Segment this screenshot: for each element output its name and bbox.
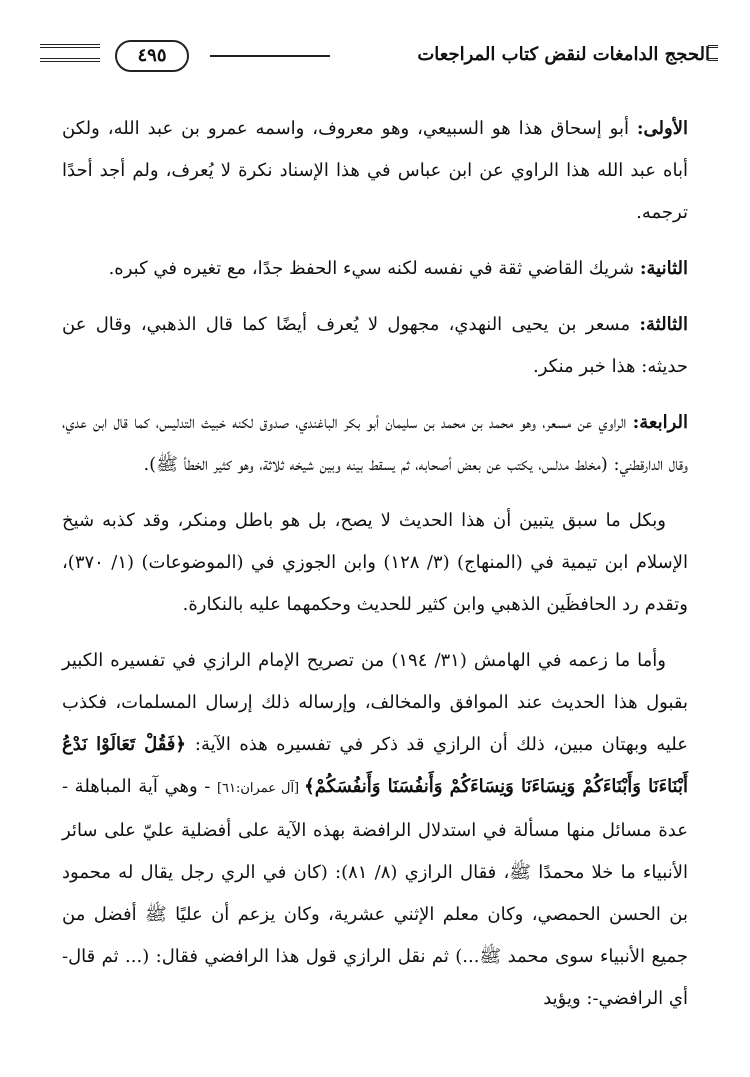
quran-reference: [آل عمران:٦١] [216,781,305,796]
paragraph-lead: الثانية: [639,258,688,279]
paragraph-fourth [62,402,688,486]
paragraph-second [62,248,688,290]
page-number: ٤٩٥ [115,40,189,72]
paragraph-text: أبو إسحاق هذا هو السبيعي، وهو معروف، واسمه عمرو بن عبد الله، ولكن أباه عبد الله هذا الراوي عن ابن عباس في هذا الإسناد نكرة لا يُعرف، ولم أجد أحدًا ترجمه. [62,118,688,223]
paragraph-text: مسعر بن يحيى النهدي، مجهول لا يُعرف أيضًا كما قال الذهبي، وقال عن حديثه: هذا خبر منكر. [62,314,688,377]
paragraph-third [62,304,688,388]
paragraph-lead: الثالثة: [639,314,688,335]
paragraph-text: شريك القاضي ثقة في نفسه لكنه سيء الحفظ جدًا، مع تغيره في كبره. [108,258,640,279]
header-rule [210,55,330,57]
paragraph-text: وأما ما زعمه في الهامش (٣١/ ١٩٤) من تصريح الإمام الرازي في تفسيره الكبير بقبول هذا الحديث عند الموافق والمخالف، وإرساله ذلك إرسال المسلمات، فكذب عليه وبهتان مبين، ذلك أن الرازي قد ذكر في تفسيره هذه الآية: [62,650,688,755]
page-header [40,38,710,78]
paragraph-lead: الأولى: [636,118,688,139]
paragraph-conclusion [62,500,688,626]
paragraph-first [62,108,688,234]
header-ornament-left [40,44,100,62]
paragraph-text: وبكل ما سبق يتبين أن هذا الحديث لا يصح، بل هو باطل ومنكر، وقد كذبه شيخ الإسلام ابن تيمية في (المنهاج) (٣/ ١٢٨) وابن الجوزي في (الموضوعات) (١/ ٣٧٠)، وتقدم رد الحافظَين الذهبي وابن كثير للحديث وحكمهما عليه بالنكارة. [62,510,688,615]
paragraph-lead: الرابعة: [632,412,688,433]
running-title: الحجج الدامغات لنقض كتاب المراجعات [417,44,710,65]
paragraph-razi [62,640,688,1020]
paragraph-tail: - وهي آية المباهلة - عدة مسائل منها مسألة في استدلال الرافضة بهذه الآية على أفضلية عليّ على سائر الأنبياء ما خلا محمدًا ﷺ، فقال الرازي (٨/ ٨١): (كان في الري رجل يقال له محمود بن الحسن الحمصي، وكان معلم الإثني عشرية، وكان يزعم أن عليًا ﷺ أفضل من جميع الأنبياء سوى محمد ﷺ...) ثم نقل الرازي قول هذا الرافضي فقال: (... ثم قال- أي الرافضي-: ويؤيد [62,776,688,1009]
page-body [62,108,688,1034]
quran-quote: ﴿فَقُلْ تَعَالَوْا نَدْعُ أَبْنَاءَنَا وَأَبْنَاءَكُمْ وَنِسَاءَنَا وَنِسَاءَكُمْ وَأَنفُسَنَا وَأَنفُسَكُمْ﴾ [62,734,688,797]
paragraph-text: الراوي عن مسعر، وهو محمد بن محمد بن سليمان أبو بكر الباغندي، صدوق لكنه خبيث التدليس، كما قال ابن عدي، وقال الدارقطني: (مخلط مدلس، يكتب عن بعض أصحابه، ثم يسقط بينه وبين شيخه ثلاثة، وهو كثير الخطأ ﷺ). [62,412,688,475]
